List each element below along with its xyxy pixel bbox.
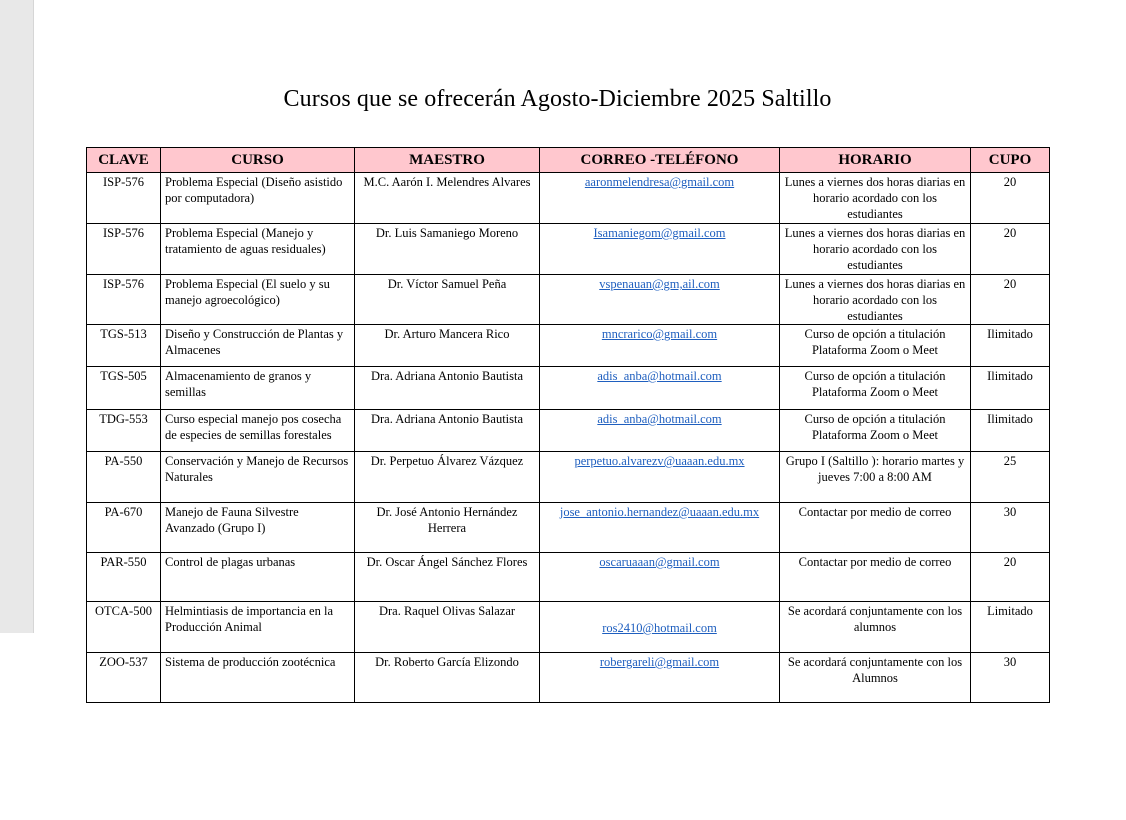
- cell-horario: Se acordará conjuntamente con los Alumnos: [780, 653, 971, 703]
- header-row: [87, 148, 1050, 173]
- cell-curso: Sistema de producción zootécnica: [161, 653, 355, 703]
- cell-clave: PA-550: [87, 452, 161, 503]
- table-row: [87, 173, 1050, 224]
- header-horario: HORARIO: [780, 148, 971, 173]
- header-cupo: CUPO: [971, 148, 1050, 173]
- cell-clave: OTCA-500: [87, 602, 161, 653]
- cell-cupo: Ilimitado: [971, 367, 1050, 410]
- cell-horario: Lunes a viernes dos horas diarias en horario acordado con los estudiantes: [780, 275, 971, 325]
- cell-horario: Grupo I (Saltillo ): horario martes y jueves 7:00 a 8:00 AM: [780, 452, 971, 503]
- cell-clave: TGS-505: [87, 367, 161, 410]
- table-row: [87, 452, 1050, 503]
- cell-clave: ZOO-537: [87, 653, 161, 703]
- cell-cupo: 20: [971, 553, 1050, 602]
- table-row: [87, 602, 1050, 653]
- email-link[interactable]: mncrarico@gmail.com: [601, 327, 718, 341]
- cell-clave: PA-670: [87, 503, 161, 553]
- cell-horario: Curso de opción a titulación Plataforma Zoom o Meet: [780, 410, 971, 452]
- cell-maestro: M.C. Aarón I. Melendres Alvares: [355, 173, 540, 224]
- courses-table: [86, 147, 1050, 703]
- cell-curso: Control de plagas urbanas: [161, 553, 355, 602]
- table-row: [87, 503, 1050, 553]
- cell-correo: [540, 173, 780, 224]
- cell-horario: Curso de opción a titulación Plataforma Zoom o Meet: [780, 367, 971, 410]
- table-row: [87, 224, 1050, 275]
- email-link[interactable]: ros2410@hotmail.com: [602, 621, 717, 635]
- cell-cupo: Limitado: [971, 602, 1050, 653]
- cell-clave: ISP-576: [87, 275, 161, 325]
- table-body: [87, 173, 1050, 703]
- table-header: [87, 148, 1050, 173]
- document-title: Cursos que se ofrecerán Agosto-Diciembre 2025 Saltillo: [283, 86, 832, 112]
- cell-cupo: Ilimitado: [971, 410, 1050, 452]
- cell-horario: Lunes a viernes dos horas diarias en horario acordado con los estudiantes: [780, 224, 971, 275]
- email-link[interactable]: adis_anba@hotmail.com: [597, 412, 722, 426]
- table-row: [87, 410, 1050, 452]
- email-link[interactable]: jose_antonio.hernandez@uaaan.edu.mx: [559, 505, 760, 519]
- cell-cupo: 20: [971, 173, 1050, 224]
- cell-curso: Manejo de Fauna Silvestre Avanzado (Grupo I): [161, 503, 355, 553]
- cell-cupo: 20: [971, 224, 1050, 275]
- cell-curso: Curso especial manejo pos cosecha de especies de semillas forestales: [161, 410, 355, 452]
- cell-clave: PAR-550: [87, 553, 161, 602]
- cell-clave: TDG-553: [87, 410, 161, 452]
- cell-correo: [540, 553, 780, 602]
- cell-cupo: 20: [971, 275, 1050, 325]
- table-row: [87, 553, 1050, 602]
- cell-horario: Lunes a viernes dos horas diarias en horario acordado con los estudiantes: [780, 173, 971, 224]
- cell-curso: Helmintiasis de importancia en la Producción Animal: [161, 602, 355, 653]
- cell-correo: [540, 653, 780, 703]
- email-link[interactable]: vspenauan@gm,ail.com: [599, 277, 720, 291]
- cell-horario: Contactar por medio de correo: [780, 553, 971, 602]
- cell-cupo: 30: [971, 653, 1050, 703]
- cell-cupo: 30: [971, 503, 1050, 553]
- email-link[interactable]: oscaruaaan@gmail.com: [599, 555, 720, 569]
- cell-correo: [540, 410, 780, 452]
- email-link[interactable]: aaronmelendresa@gmail.com: [584, 175, 735, 189]
- table-row: [87, 275, 1050, 325]
- cell-maestro: Dra. Raquel Olivas Salazar: [355, 602, 540, 653]
- cell-curso: Problema Especial (Manejo y tratamiento de aguas residuales): [161, 224, 355, 275]
- cell-maestro: Dr. Oscar Ángel Sánchez Flores: [355, 553, 540, 602]
- table-row: [87, 653, 1050, 703]
- cell-horario: Contactar por medio de correo: [780, 503, 971, 553]
- cell-maestro: Dr. Víctor Samuel Peña: [355, 275, 540, 325]
- cell-maestro: Dra. Adriana Antonio Bautista: [355, 367, 540, 410]
- cell-maestro: Dra. Adriana Antonio Bautista: [355, 410, 540, 452]
- cell-correo: [540, 224, 780, 275]
- cell-clave: ISP-576: [87, 224, 161, 275]
- cell-correo: [540, 602, 780, 653]
- cell-curso: Conservación y Manejo de Recursos Naturales: [161, 452, 355, 503]
- cell-maestro: Dr. Arturo Mancera Rico: [355, 325, 540, 367]
- email-link[interactable]: perpetuo.alvarezv@uaaan.edu.mx: [574, 454, 745, 468]
- cell-maestro: Dr. José Antonio Hernández Herrera: [355, 503, 540, 553]
- cell-maestro: Dr. Roberto García Elizondo: [355, 653, 540, 703]
- cell-correo: [540, 367, 780, 410]
- cell-clave: TGS-513: [87, 325, 161, 367]
- header-maestro: MAESTRO: [355, 148, 540, 173]
- cell-maestro: Dr. Perpetuo Álvarez Vázquez: [355, 452, 540, 503]
- cell-clave: ISP-576: [87, 173, 161, 224]
- header-curso: CURSO: [161, 148, 355, 173]
- cell-curso: Almacenamiento de granos y semillas: [161, 367, 355, 410]
- cell-curso: Problema Especial (Diseño asistido por computadora): [161, 173, 355, 224]
- cell-curso: Diseño y Construcción de Plantas y Almacenes: [161, 325, 355, 367]
- cell-correo: [540, 503, 780, 553]
- header-clave: CLAVE: [87, 148, 161, 173]
- cell-correo: [540, 452, 780, 503]
- header-correo-telefono: CORREO -TELÉFONO: [540, 148, 780, 173]
- email-link[interactable]: robergareli@gmail.com: [599, 655, 720, 669]
- cell-cupo: 25: [971, 452, 1050, 503]
- cell-correo: [540, 275, 780, 325]
- cell-horario: Se acordará conjuntamente con los alumnos: [780, 602, 971, 653]
- cell-curso: Problema Especial (El suelo y su manejo agroecológico): [161, 275, 355, 325]
- cell-correo: [540, 325, 780, 367]
- email-link[interactable]: adis_anba@hotmail.com: [597, 369, 722, 383]
- email-link[interactable]: Isamaniegom@gmail.com: [593, 226, 726, 240]
- cell-cupo: Ilimitado: [971, 325, 1050, 367]
- cell-maestro: Dr. Luis Samaniego Moreno: [355, 224, 540, 275]
- table-row: [87, 325, 1050, 367]
- cell-horario: Curso de opción a titulación Plataforma Zoom o Meet: [780, 325, 971, 367]
- table-row: [87, 367, 1050, 410]
